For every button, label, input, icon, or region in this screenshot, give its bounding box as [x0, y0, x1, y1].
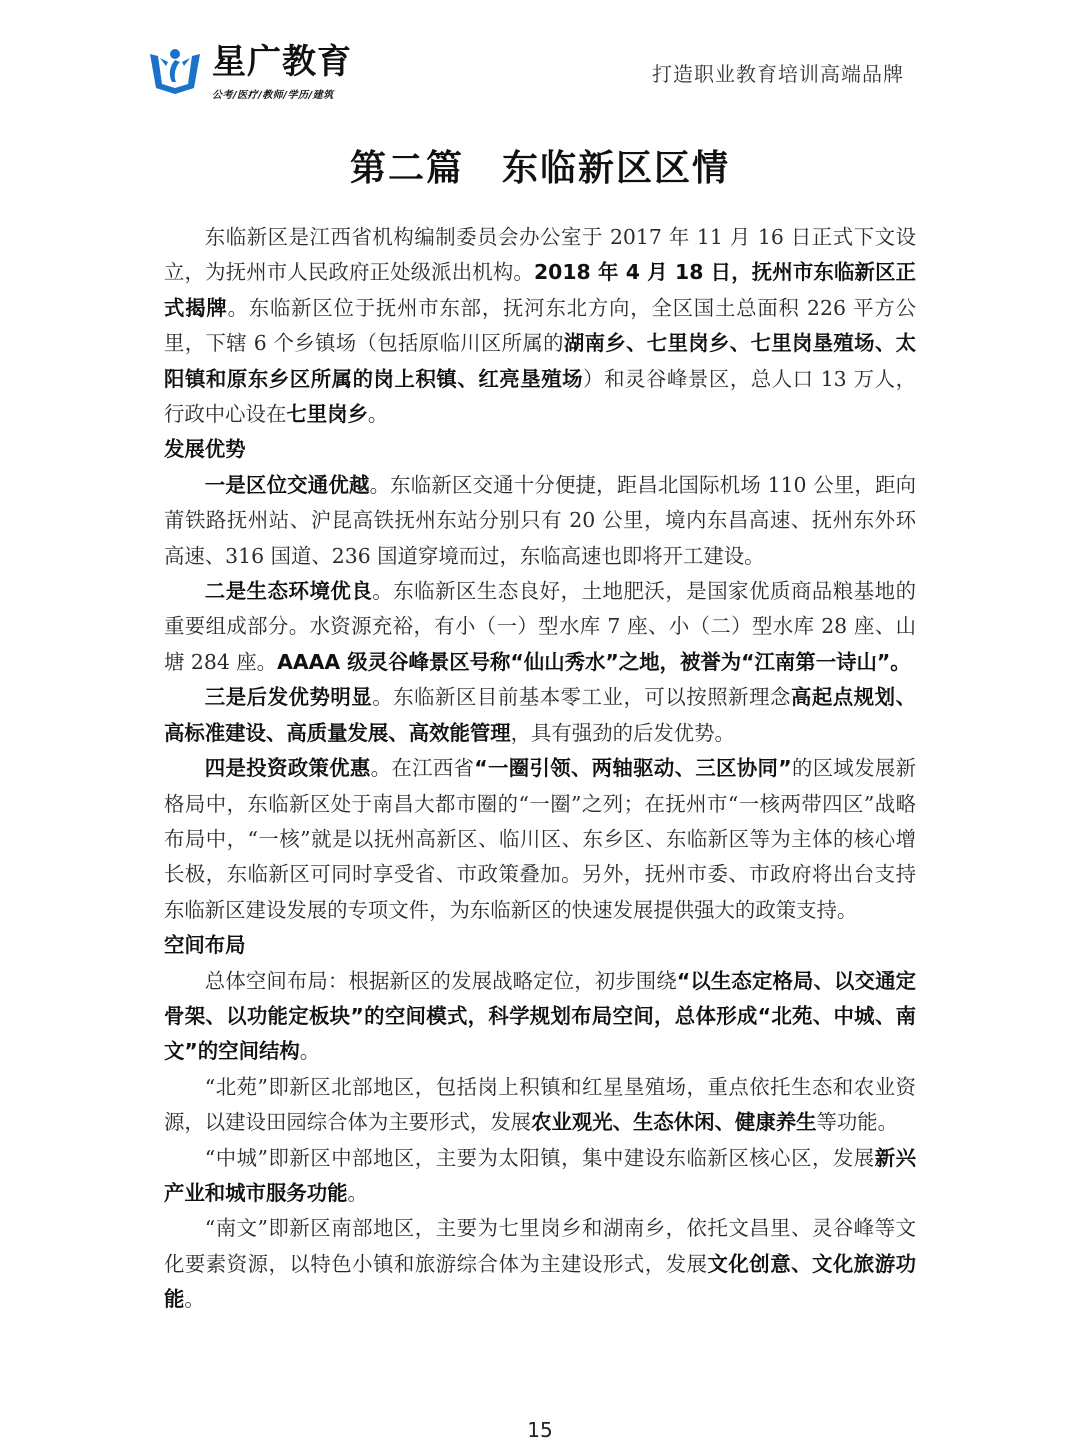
intro-paragraph: [164, 220, 916, 432]
document-body: [164, 220, 916, 1318]
section-heading-layout: 空间布局: [164, 933, 246, 958]
bold-run: 二是生态环境优良: [204, 579, 373, 604]
text-run: 。: [184, 1287, 205, 1312]
layout-paragraph-3: [164, 1141, 916, 1212]
bold-run: 农业观光、生态休闲、健康养生: [531, 1110, 817, 1135]
text-run: “南文”即新区南部地区，主要为七里岗乡和湖南乡，依托文昌里、灵谷峰等文化要素资源，以特色小镇和旅游综合体为主建设形式，发展: [164, 1216, 916, 1276]
bold-run: 2018 年 4 月 18 日，抚州市东临新区正式揭牌: [164, 260, 917, 320]
text-run: 。在江西省: [370, 756, 475, 781]
bold-run: 高起点规划、高标准建设、高质量发展、高效能管理: [164, 685, 916, 745]
bold-run: 七里岗乡: [286, 402, 368, 427]
header-slogan: 打造职业教育培训高端品牌: [652, 62, 904, 86]
layout-paragraph-1: [164, 964, 916, 1070]
page-number: 15: [527, 1418, 553, 1442]
text-run: 东临新区是江西省机构编制委员会办公室于 2017 年 11 月 16 日正式下文设立，为抚州市人民政府正处级派出机构。: [164, 225, 916, 285]
text-run: 。东临新区生态良好，土地肥沃，是国家优质商品粮基地的重要组成部分。水资源充裕，有小（一）型水库 7 座、小（二）型水库 28 座、山塘 284 座。: [164, 579, 916, 674]
logo-subtitle: 公考/医疗/教师/学历/建筑: [212, 90, 334, 101]
bold-run: 文化创意、文化旅游功能: [164, 1251, 917, 1312]
text-run: 等功能。: [816, 1110, 899, 1135]
page-header: [0, 0, 1080, 110]
bold-run: 湖南乡、七里岗乡、七里岗垦殖场、太阳镇和原东乡区所属的岗上积镇、红亮垦殖场: [164, 331, 917, 391]
bold-run: 一是区位交通优越: [204, 472, 370, 497]
section-heading-advantages: 发展优势: [164, 437, 246, 462]
text-run: ）和灵谷峰景区，总人口 13 万人，行政中心设在: [164, 366, 916, 427]
text-run: 的区域发展新格局中，东临新区处于南昌大都市圈的“一圈”之列；在抚州市“一核两带四区”战略布局中，“一核”就是以抚州高新区、临川区、东乡区、东临新区等为主体的核心增长极，东临新区可同时享受省、市政策叠加。另外，抚州市委、市政府将出台支持东临新区建设发展的专项文件，为东临新区的快速发展提供强大的政策支持。: [164, 756, 917, 922]
layout-paragraph-2: [164, 1070, 916, 1141]
bold-run: 新兴产业和城市服务功能: [164, 1145, 916, 1205]
text-run: 。东临新区位于抚州市东部，抚河东北方向，全区国土总面积 226 平方公里，下辖 6 个乡镇场（包括原临川区所属的: [164, 295, 916, 356]
text-run: 。: [367, 402, 389, 427]
logo-name: 星广教育: [212, 42, 352, 82]
text-run: 。: [299, 1039, 321, 1064]
text-run: 总体空间布局：根据新区的发展战略定位，初步围绕: [204, 968, 677, 993]
advantage-paragraph-1: [164, 468, 916, 574]
bold-run: AAAA 级灵谷峰景区号称“仙山秀水”之地，被誉为“江南第一诗山”。: [277, 649, 911, 674]
layout-paragraph-4: [164, 1211, 916, 1317]
advantage-paragraph-3: [164, 680, 916, 751]
advantage-paragraph-4: [164, 751, 916, 928]
logo-icon: [146, 44, 204, 98]
bold-run: 四是投资政策优惠: [204, 756, 371, 781]
text-run: 。东临新区交通十分便捷，距昌北国际机场 110 公里，距向莆铁路抚州站、沪昆高铁抚州东站分别只有 20 公里，境内东昌高速、抚州东外环高速、316 国道、236 国道穿境而过，东临高速也即将开工建设。: [164, 472, 916, 568]
bold-run: 三是后发优势明显: [204, 685, 373, 710]
bold-run: “以生态定格局、以交通定骨架、以功能定板块”的空间模式，科学规划布局空间，总体形成“北苑、中城、南文”的空间结构: [164, 968, 917, 1064]
text-run: 。: [347, 1180, 368, 1205]
advantage-paragraph-2: [164, 574, 916, 680]
bold-run: “一圈引领、两轴驱动、三区协同”: [474, 756, 792, 781]
text-run: “中城”即新区中部地区，主要为太阳镇，集中建设东临新区核心区，发展: [204, 1145, 875, 1170]
text-run: 。东临新区目前基本零工业，可以按照新理念: [372, 685, 791, 710]
page-title: 第二篇 东临新区区情: [349, 148, 730, 189]
text-run: ，具有强劲的后发优势。: [510, 720, 735, 745]
text-run: “北苑”即新区北部地区，包括岗上积镇和红星垦殖场，重点依托生态和农业资源，以建设田园综合体为主要形式，发展: [164, 1074, 916, 1135]
